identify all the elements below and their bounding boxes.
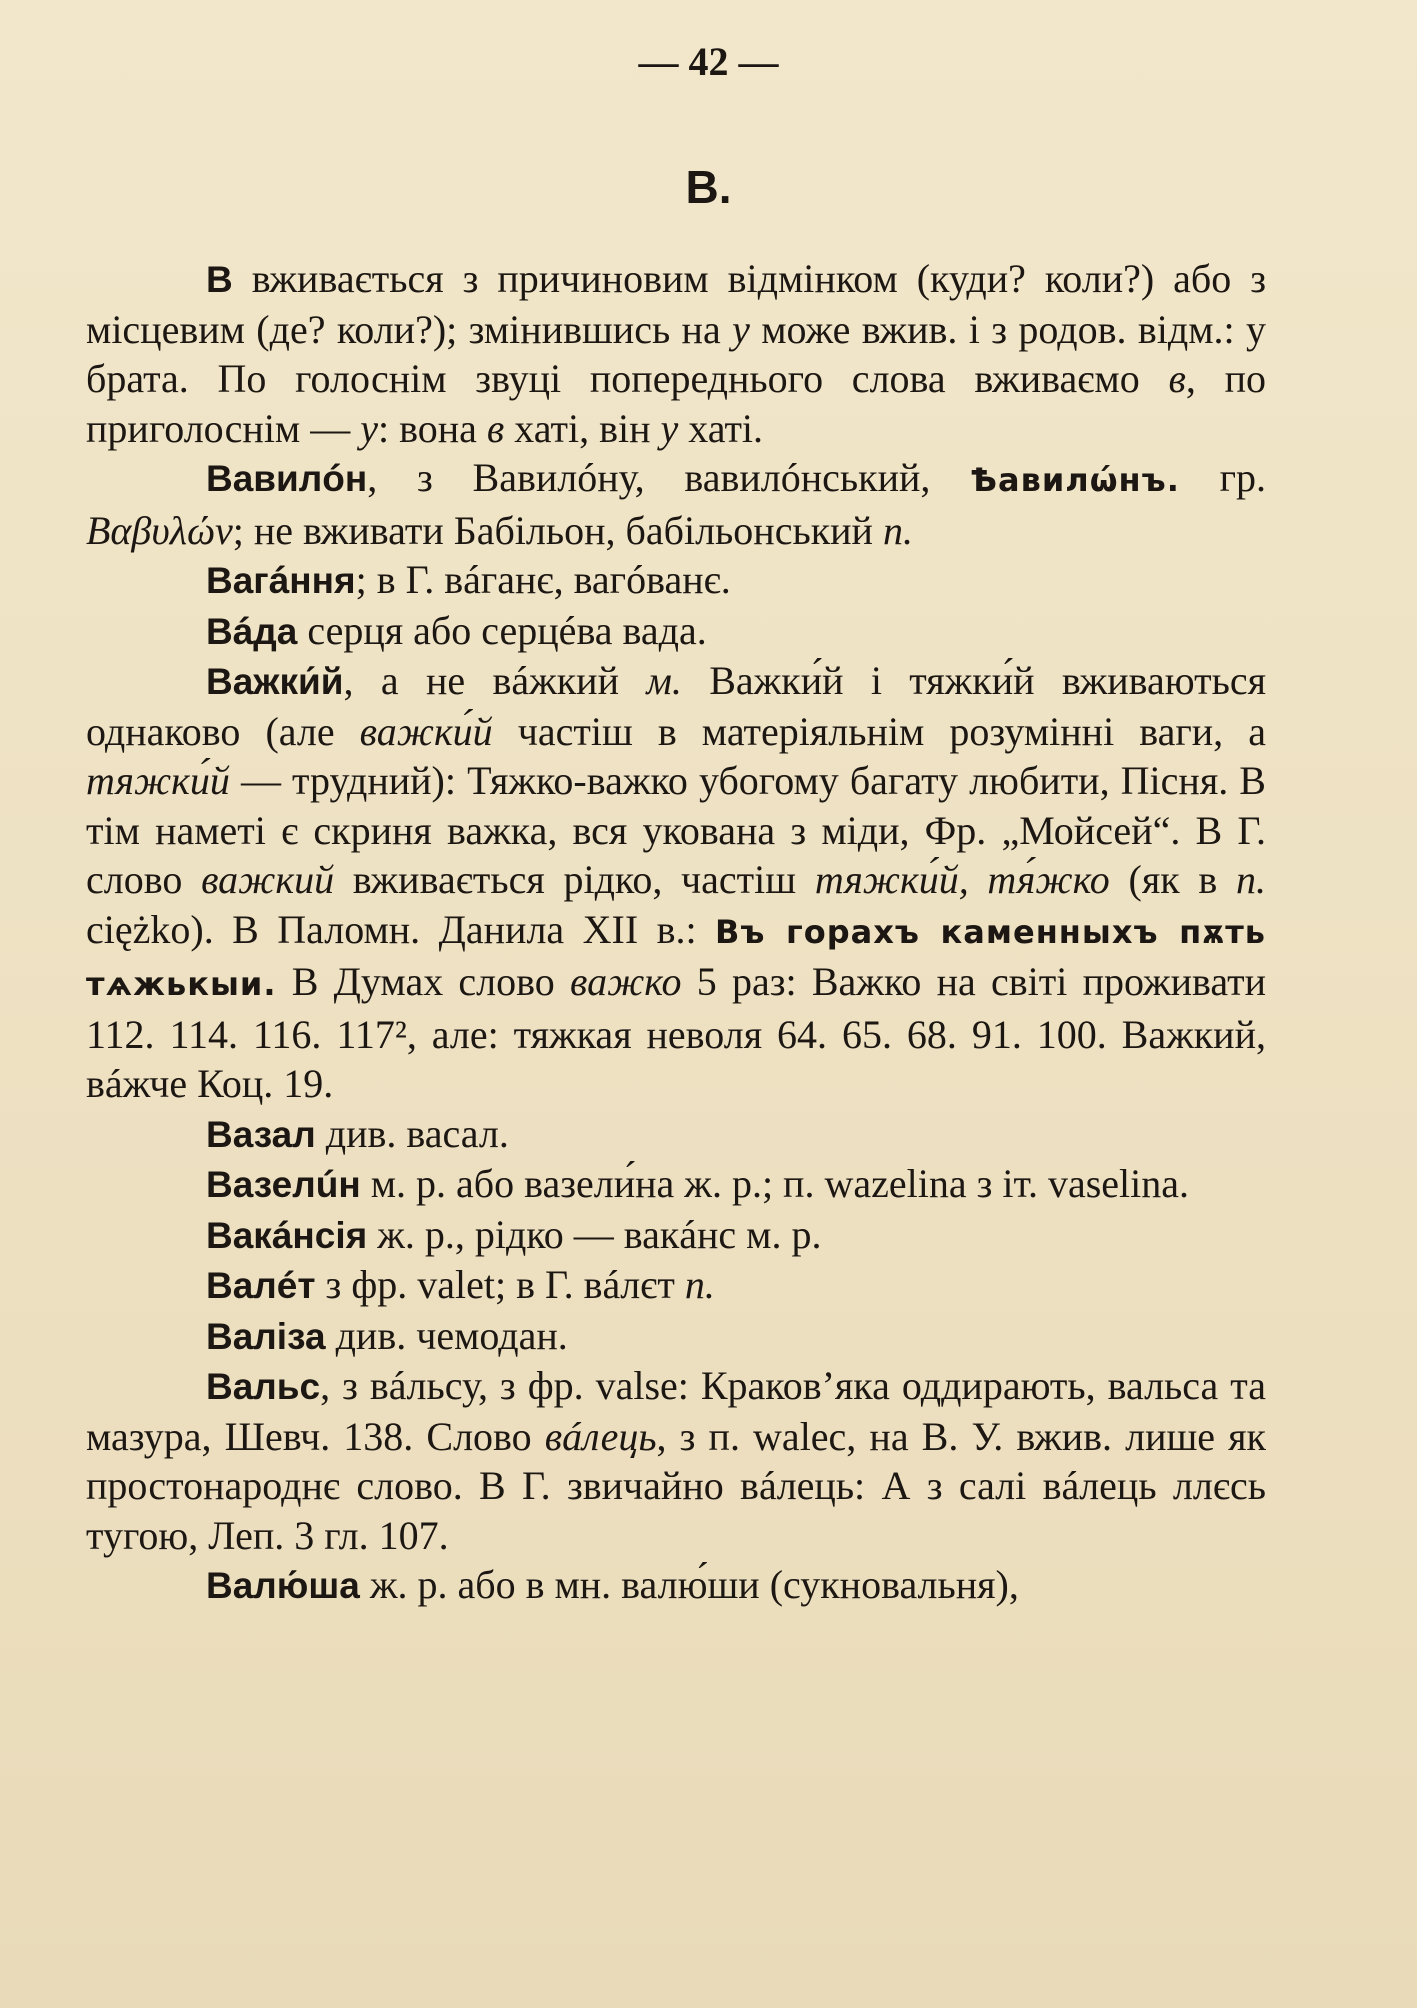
entry-text: див. чемодан. bbox=[325, 1312, 568, 1358]
dictionary-entry bbox=[86, 606, 1266, 657]
entry-text: , з вáльсу, з фр. valse: Краков’яка оддирають, вальса та мазура, Шевч. 138. Слово bbox=[86, 1363, 1266, 1459]
entry-text: з фр. valet; в Г. вáлєт bbox=[315, 1262, 685, 1307]
entry-text: Важки́й і тяжки́й вживаються однаково (але bbox=[86, 658, 1266, 754]
entry-text: ; в Г. вáганє, вагóванє. bbox=[355, 557, 731, 602]
entry-text: ж. р. або в мн. валю́ши (сукновальня), bbox=[359, 1562, 1019, 1607]
dictionary-entry bbox=[86, 1560, 1266, 1611]
entry-italic: важкий bbox=[201, 857, 335, 902]
entry-italic: тяжки́й, тя́жко bbox=[814, 857, 1110, 902]
entry-text: ciężko). В Паломн. Данила XII в.: bbox=[86, 906, 716, 952]
section-heading: В. bbox=[685, 161, 732, 213]
dictionary-entry bbox=[86, 254, 1266, 453]
entry-text: , з Вавилóну, вавилóнський, bbox=[367, 455, 971, 500]
entry-text: вживається рідко, частіш bbox=[334, 857, 815, 902]
entry-italic: важко bbox=[570, 959, 682, 1004]
dictionary-entry bbox=[86, 656, 1266, 1109]
entry-text: — трудний): Тяжко-важко убогому багату любити, Пісня. В тім наметі є скриня важка, вся укована з міди, Фр. „Мойсей“. В Г. слово bbox=[86, 758, 1266, 902]
entry-italic: тяжки́й bbox=[86, 758, 230, 803]
page-number: — 42 — bbox=[638, 39, 779, 84]
entry-text: : вона bbox=[378, 405, 487, 451]
entry-text: хаті, він bbox=[504, 405, 661, 451]
entry-italic: важки́й bbox=[359, 708, 493, 754]
greek-word: Βαβυλών bbox=[86, 507, 233, 553]
entry-headword: Вазал bbox=[206, 1113, 316, 1155]
dictionary-entry bbox=[86, 1159, 1266, 1210]
entry-text: серця або серцéва вада. bbox=[297, 607, 707, 653]
dictionary-entry bbox=[86, 1361, 1266, 1560]
entry-abbreviation: м. bbox=[646, 658, 682, 703]
entry-headword: Вазелúн bbox=[206, 1164, 361, 1205]
entry-headword: Вакáнсія bbox=[206, 1214, 368, 1256]
dictionary-text bbox=[86, 254, 1266, 1611]
entry-italic: у bbox=[360, 405, 379, 451]
dictionary-entry bbox=[86, 555, 1266, 606]
entry-text: вживається з причиновим відмінком (куди? коли?) або з місцевим (де? коли?); змінившись на bbox=[86, 256, 1266, 352]
entry-text: може вжив. і з родов. відм.: у брата. По голоснім звуці попереднього слова вживаємо bbox=[86, 306, 1267, 401]
entry-italic: у bbox=[660, 405, 679, 451]
entry-text: 5 раз: Важко на світі проживати 112. 114. 116. 117², але: тяжкая неволя 64. 65. 68. 91. 100. Важкий, вáжче Коц. 19. bbox=[86, 959, 1266, 1106]
entry-headword: Валéт bbox=[206, 1265, 316, 1306]
entry-text: (як в bbox=[1109, 857, 1237, 902]
entry-headword: Вагáння bbox=[206, 560, 356, 601]
entry-text: ; не вживати Бабільон, бабільонський bbox=[232, 507, 883, 553]
entry-abbreviation: п. bbox=[684, 1262, 715, 1307]
entry-text: гр. bbox=[1179, 455, 1267, 500]
dictionary-entry bbox=[86, 1109, 1266, 1160]
entry-italic: в bbox=[1168, 356, 1186, 401]
church-slavonic-text: Ѣавилѡ́нъ. bbox=[970, 461, 1180, 499]
entry-headword: Важки́й bbox=[206, 661, 344, 702]
entry-italic: в bbox=[486, 405, 505, 451]
entry-text: м. р. або вазели́на ж. р.; п. wazelina з іт. vaselina. bbox=[360, 1161, 1190, 1206]
entry-headword: Вальс bbox=[206, 1366, 321, 1407]
entry-headword: Валю́ша bbox=[206, 1565, 360, 1606]
church-slavonic-text: Въ горахъ каменныхъ пѫть тѧжькыи. bbox=[86, 912, 1266, 1003]
dictionary-entry bbox=[86, 1210, 1266, 1261]
entry-headword: Вавилóн bbox=[206, 458, 368, 499]
entry-italic: п. bbox=[1236, 857, 1267, 902]
entry-text: , а не вáжкий bbox=[343, 658, 647, 703]
entry-headword: В bbox=[206, 259, 233, 300]
dictionary-entry bbox=[86, 1260, 1266, 1311]
entry-headword: Валіза bbox=[206, 1315, 326, 1357]
entry-text: частіш в матеріяльнім розумінні ваги, а bbox=[492, 708, 1266, 754]
entry-text: , з п. walec, на В. У. вжив. лише як простонароднє слово. В Г. звичайно вáлець: А з салі вáлець ллєсь тугою, Леп. 3 гл. 107. bbox=[86, 1413, 1266, 1558]
dictionary-entry bbox=[86, 453, 1266, 555]
entry-headword: Вáда bbox=[206, 610, 298, 652]
entry-text: хаті. bbox=[678, 405, 764, 451]
entry-italic: вáлець bbox=[544, 1413, 657, 1459]
entry-text: , по приголоснім — bbox=[86, 356, 1266, 451]
entry-text: В Думах слово bbox=[276, 959, 570, 1004]
entry-text: див. васал. bbox=[315, 1110, 509, 1156]
entry-italic: у bbox=[732, 306, 750, 352]
entry-text: ж. р., рідко — вакáнс м. р. bbox=[367, 1211, 822, 1257]
dictionary-entry bbox=[86, 1311, 1266, 1362]
entry-abbreviation: п. bbox=[882, 507, 913, 553]
